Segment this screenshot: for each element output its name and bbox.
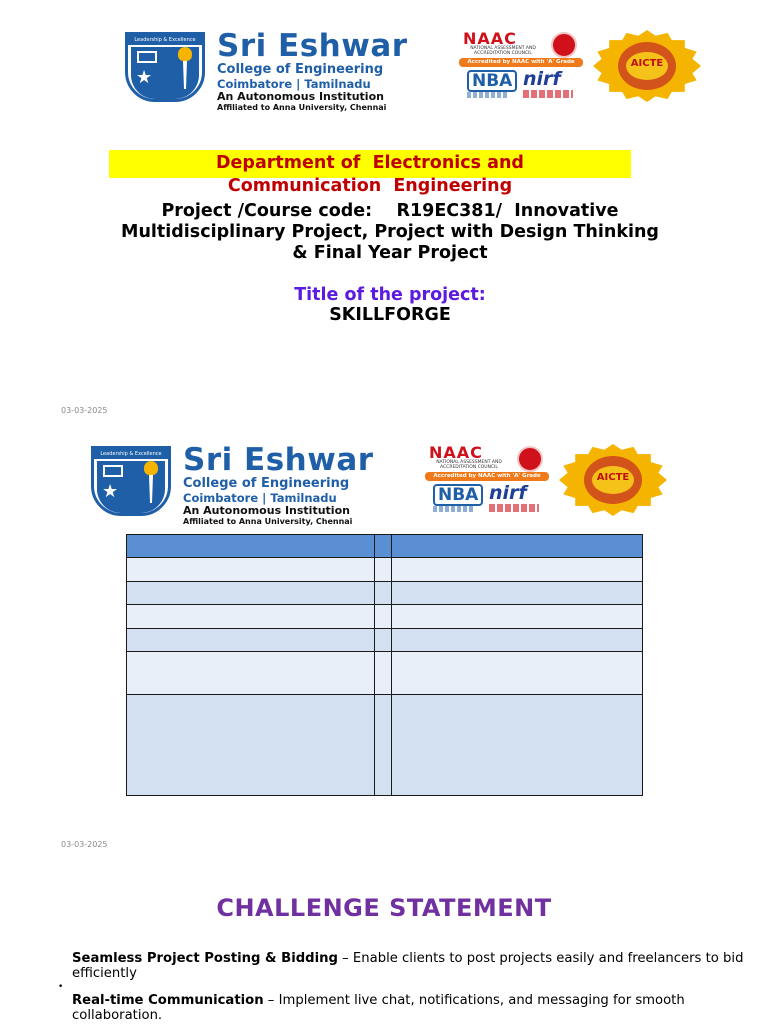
college-crest-logo [125,32,205,102]
course-code-line-3: & Final Year Project [292,243,488,263]
team-details-table [126,534,643,796]
aicte-logo: AICTE [559,444,667,516]
college-subtitle: College of Engineering [183,476,350,491]
project-title-value: SKILLFORGE [329,305,451,325]
bullet-dot: • [58,982,64,992]
accreditation-logos [459,29,583,102]
project-title-label: Title of the project: [294,285,486,305]
aicte-text: AICTE [630,58,664,69]
torch-icon [178,47,192,61]
challenge-bullet-1 [72,951,756,981]
department-line-1: Department of Electronics and [216,153,524,173]
accreditation-logos: NAAC NATIONAL ASSESSMENT AND ACCREDITATION COUNCIL Accredited by NAAC with 'A' Grade NBA nirf [425,446,549,516]
naac-seal-icon [517,446,543,472]
college-subtitle: College of Engineering [217,62,384,77]
nirf-logo: nirf [523,68,561,90]
college-location: Coimbatore | Tamilnadu [183,491,337,505]
star-icon: ★ [102,481,119,502]
table-row [127,605,643,629]
college-affiliation: Affiliated to Anna University, Chennai [217,103,387,112]
bullet-1-bold: Seamless Project Posting & Bidding [72,951,338,966]
table-header-row [127,535,643,558]
college-header-1 [125,28,705,112]
table-row [127,558,643,582]
college-name: Sri Eshwar [183,442,374,478]
challenge-heading: CHALLENGE STATEMENT [216,894,552,922]
nba-logo: NBA [433,484,483,506]
college-status: An Autonomous Institution [183,504,350,517]
crest-motto: Leadership & Excellence [128,35,202,45]
college-name: Sri Eshwar [217,28,408,64]
nirf-logo: nirf [489,482,527,504]
star-icon: ★ [136,67,153,88]
college-status: An Autonomous Institution [217,90,384,103]
naac-grade-banner: Accredited by NAAC with 'A' Grade [425,472,549,481]
naac-seal-icon [551,32,577,58]
college-location: Coimbatore | Tamilnadu [217,77,371,91]
table-row [127,652,643,695]
torch-icon [144,461,158,475]
slide-date-2: 03-03-2025 [61,840,108,849]
naac-grade-banner: Accredited by NAAC with 'A' Grade [459,58,583,67]
course-code [60,201,720,264]
course-code-line-1: Project /Course code: R19EC381/ Innovative [161,201,619,221]
bullet-2-bold: Real-time Communication [72,993,264,1008]
naac-full-name: NATIONAL ASSESSMENT AND ACCREDITATION COUNCIL [470,46,536,56]
department-title [100,152,640,198]
course-code-line-2: Multidisciplinary Project, Project with Design Thinking [121,222,659,242]
table-row [127,582,643,605]
bullet-2-text: – Implement live chat, notifications, and messaging for smooth collaboration. [72,993,685,1023]
bullet-1-text: – Enable clients to post projects easily and freelancers to bid efficiently [72,951,744,981]
department-line-2: Communication Engineering [227,176,513,196]
college-affiliation: Affiliated to Anna University, Chennai [183,517,353,526]
slide-date-1: 03-03-2025 [61,406,108,415]
nba-logo: NBA [467,70,517,92]
college-header-2 [91,442,671,526]
naac-logo: NAAC [463,29,517,48]
aicte-logo [593,30,701,102]
table-row [127,629,643,652]
table-row [127,695,643,796]
college-crest-logo: Leadership & Excellence ★ [91,446,171,516]
naac-logo: NAAC [429,443,483,462]
challenge-bullet-2 [72,993,756,1023]
